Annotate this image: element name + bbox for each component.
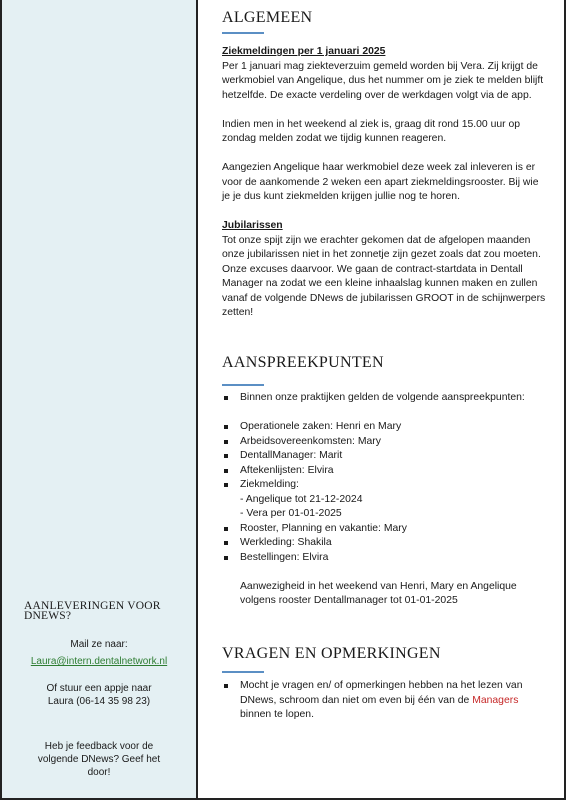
list-item: Rooster, Planning en vakantie: Mary	[222, 522, 546, 537]
managers-highlight: Managers	[472, 694, 519, 706]
bullet-icon	[224, 425, 228, 429]
vragen-list	[222, 679, 546, 723]
list-subitem: - Vera per 01-01-2025	[240, 508, 342, 519]
sidebar-app-text-1: Of stuur een appje naar	[46, 683, 152, 694]
sidebar-heading: AANLEVERINGEN VOOR DNEWS?	[24, 600, 161, 622]
section-title-algemeen: ALGEMEEN	[222, 9, 313, 26]
bullet-icon	[224, 454, 228, 458]
section-title-aanspreekpunten: AANSPREEKPUNTEN	[222, 354, 384, 371]
list-item-intro: Binnen onze praktijken gelden de volgende aanspreekpunten:	[222, 391, 546, 406]
sidebar	[2, 0, 197, 798]
border-bottom	[0, 798, 566, 800]
jubilarissen-heading: Jubilarissen	[222, 220, 283, 231]
ziekmeldingen-paragraph-3: Aangezien Angelique haar werkmobiel deze week zal inleveren is er voor de aankomende 2 weken een apart ziekmeldingsrooster. Bij wie je je dus kunt ziekmelden krijgen jullie nog te horen.	[222, 162, 539, 202]
list-item: Werkleding: Shakila	[222, 536, 546, 551]
section-title-vragen: VRAGEN EN OPMERKINGEN	[222, 645, 441, 662]
sidebar-app-text-2: Laura (06-14 35 98 23)	[47, 696, 151, 707]
bullet-icon	[224, 396, 228, 400]
sidebar-feedback-2: volgende DNews? Geef het	[37, 754, 161, 765]
bullet-icon	[224, 440, 228, 444]
sidebar-mail-label: Mail ze naar:	[70, 639, 128, 650]
bullet-icon	[224, 527, 228, 531]
list-item	[222, 679, 546, 723]
list-subitem: - Angelique tot 21-12-2024	[240, 493, 363, 505]
algemeen-body	[222, 45, 546, 321]
bullet-icon	[224, 469, 228, 473]
bullet-icon	[224, 556, 228, 560]
list-item: DentallManager: Marit	[222, 449, 546, 464]
section-rule-aanspreekpunten	[222, 384, 264, 386]
mail-link[interactable]: Laura@intern.dentalnetwork.nl	[30, 656, 168, 667]
sidebar-mail-wrap	[8, 655, 190, 669]
border-left	[0, 0, 2, 800]
vragen-text-before: Mocht je vragen en/ of opmerkingen hebben na het lezen van DNews, schroom dan niet om even bij één van de	[240, 680, 523, 706]
list-item: Bestellingen: Elvira	[222, 551, 546, 566]
bullet-icon	[224, 684, 228, 688]
bullet-icon	[224, 541, 228, 545]
list-item: Arbeidsovereenkomsten: Mary	[222, 435, 546, 450]
jubilarissen-paragraph: Tot onze spijt zijn we erachter gekomen dat de afgelopen maanden onze jubilarissen niet in het zonnetje zijn gezet zoals dat zou moeten. Onze excuses daarvoor. We gaan de contract-startdata in Dentall Manager na zodat we een kleine inhaalslag kunnen maken en zullen vanaf de volgende DNews de jubilarissen GROOT in de schijnwerpers zetten!	[222, 234, 546, 318]
ziekmeldingen-heading: Ziekmeldingen per 1 januari 2025	[222, 46, 386, 57]
ziekmeldingen-paragraph-2: Indien men in het weekend al ziek is, graag dit rond 15.00 uur op zondag melden zodat we tijdig kunnen reageren.	[222, 118, 521, 144]
ziekmeldingen-paragraph-1: Per 1 januari mag ziekteverzuim gemeld worden bij Vera. Zij krijgt de werkmobiel van Angelique, dus het nummer om je ziek te melden blijft hetzelfde. De exacte verdeling over de werkdagen volgt via de app.	[222, 60, 544, 101]
sidebar-feedback-3: door!	[87, 767, 111, 778]
section-rule-vragen	[222, 671, 264, 673]
weekend-note: Aanwezigheid in het weekend van Henri, Mary en Angelique volgens rooster Dentallmanager tot 01-01-2025	[240, 580, 517, 606]
column-divider	[196, 0, 198, 800]
list-item: Aftekenlijsten: Elvira	[222, 464, 546, 479]
section-rule-algemeen	[222, 32, 264, 34]
sidebar-feedback-1: Heb je feedback voor de	[44, 741, 154, 752]
bullet-icon	[224, 483, 228, 487]
list-item: Ziekmelding:	[222, 478, 546, 493]
vragen-text-after: binnen te lopen.	[240, 709, 314, 720]
list-item: Operationele zaken: Henri en Mary	[222, 420, 546, 435]
border-right	[564, 0, 566, 800]
aanspreekpunten-list	[222, 391, 546, 609]
